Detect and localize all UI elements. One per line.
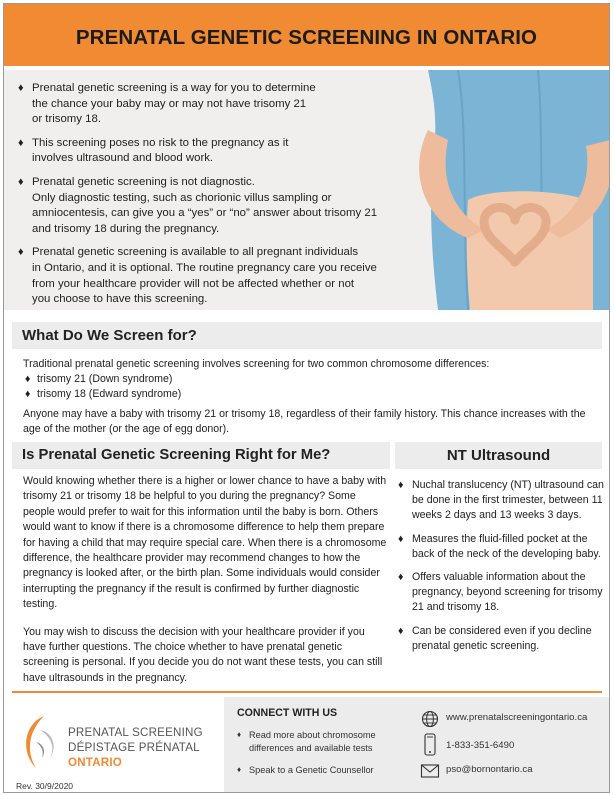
bullet-icon: ♦ xyxy=(18,246,24,259)
phone-icon xyxy=(420,733,442,757)
bullet-icon: ♦ xyxy=(398,624,404,637)
connect-heading: CONNECT WITH US xyxy=(237,707,338,719)
bullet-icon: ♦ xyxy=(398,479,404,491)
list-item: ♦ Can be considered even if you decline prenatal genetic screening. xyxy=(398,624,592,652)
condition-list xyxy=(23,372,603,402)
bullet-icon: ♦ xyxy=(25,388,31,400)
envelope-icon xyxy=(420,761,442,781)
list-item: ♦ This screening poses no risk to the pregnancy as it involves ultrasound and blood work. xyxy=(18,136,289,165)
screen-for-body xyxy=(23,357,603,437)
website-contact[interactable] xyxy=(420,709,606,729)
footer-divider xyxy=(12,691,602,693)
title-banner xyxy=(4,4,609,66)
list-item: ♦ trisomy 21 (Down syndrome) xyxy=(25,373,173,385)
connect-list xyxy=(237,729,407,787)
screen-for-heading: What Do We Screen for? xyxy=(22,327,197,344)
intro-bullet-list xyxy=(18,81,403,310)
email-address[interactable]: pso@bornontario.ca xyxy=(446,764,533,775)
right-for-me-paragraph: You may wish to discuss the decision with your healthcare provider if you have further questions. The choice whether to have prenatal genetic screening is personal. If you decide you do not want these tests, you can still have ultrasounds in the pregnancy. xyxy=(23,625,383,684)
phone-contact[interactable] xyxy=(420,733,606,757)
list-item: ♦ Read more about chromosome differences and available tests xyxy=(237,730,376,753)
nt-bullet-list xyxy=(398,478,604,662)
bullet-icon: ♦ xyxy=(18,175,24,188)
list-item: ♦ Prenatal genetic screening is a way for you to determine the chance your baby may or may not have trisomy 21 or trisomy 18. xyxy=(18,82,316,126)
logo-text-ontario: ONTARIO xyxy=(68,756,122,769)
pregnant-belly-heart-hands-photo xyxy=(388,70,609,310)
list-item: ♦ Speak to a Genetic Counsellor xyxy=(237,765,374,776)
bullet-icon: ♦ xyxy=(398,571,404,584)
connect-section xyxy=(224,697,609,793)
bullet-icon: ♦ xyxy=(398,532,404,545)
list-item: ♦ Nuchal translucency (NT) ultrasound can be done in the first trimester, between 11 weeks 2 days and 13 weeks 3 days. xyxy=(398,479,604,522)
flyer-page xyxy=(3,3,610,793)
list-item: ♦ Prenatal genetic screening is available to all pregnant individuals in Ontario, and it is optional. The routine pregnancy care you receive from your healthcare provider will not be affected whether or not you choose to have this screening. xyxy=(18,246,377,306)
logo-swirl-icon xyxy=(18,712,62,772)
page-title: PRENATAL GENETIC SCREENING IN ONTARIO xyxy=(75,26,538,49)
right-for-me-body xyxy=(23,474,389,698)
bullet-icon: ♦ xyxy=(25,373,31,385)
bullet-icon: ♦ xyxy=(237,730,242,739)
intro-section xyxy=(4,70,609,310)
phone-number[interactable]: 1-833-351-6490 xyxy=(446,740,515,751)
list-item: ♦ trisomy 18 (Edward syndrome) xyxy=(25,388,182,400)
email-contact[interactable] xyxy=(420,761,606,781)
screen-for-intro: Traditional prenatal genetic screening involves screening for two common chromosome differences: xyxy=(23,358,490,370)
nt-ultrasound-header xyxy=(395,442,602,469)
screen-for-closing: Anyone may have a baby with trisomy 21 or trisomy 18, regardless of their family history. This chance increases with the age of the mother (or the age of egg donor). xyxy=(23,408,586,435)
bullet-icon: ♦ xyxy=(237,765,242,775)
list-item: ♦ Offers valuable information about the pregnancy, beyond screening for trisomy 21 and trisomy 18. xyxy=(398,571,603,614)
logo-text-english: PRENATAL SCREENING xyxy=(68,726,203,739)
list-item: ♦ Prenatal genetic screening is not diagnostic. Only diagnostic testing, such as chorionic villus sampling or amniocentesis, can give you a “yes” or “no” answer about trisomy 21 and trisomy 18 during the pregnancy. xyxy=(18,175,378,235)
bullet-icon: ♦ xyxy=(18,136,24,149)
right-for-me-heading: Is Prenatal Genetic Screening Right for Me? xyxy=(22,447,331,463)
logo-text-french: DÉPISTAGE PRÉNATAL xyxy=(68,741,200,754)
list-item: ♦ Measures the fluid-filled pocket at the back of the neck of the developing baby. xyxy=(398,532,601,560)
website-link[interactable]: www.prenatalscreeningontario.ca xyxy=(446,712,588,723)
globe-icon xyxy=(420,709,442,729)
screen-for-header xyxy=(12,322,602,349)
bullet-icon: ♦ xyxy=(18,82,24,94)
revision-date: Rev. 30/9/2020 xyxy=(16,781,74,791)
right-for-me-header xyxy=(12,442,390,469)
right-for-me-paragraph: Would knowing whether there is a higher or lower chance to have a baby with trisomy 21 or trisomy 18 be helpful to you during the pregnancy? Some people would prefer to wait for this information until the baby is born. Others would want to know if there is a chromosome difference to help them prepare for having a child that may require special care. When there is a chromosome difference, the healthcare provider may recommend changes to how the pregnancy is looked after, or the birth plan. Some individuals would consider interrupting the pregnancy if the result is confirmed by further diagnostic testing. xyxy=(23,475,387,611)
nt-ultrasound-heading: NT Ultrasound xyxy=(446,447,551,464)
prenatal-screening-ontario-logo xyxy=(18,712,218,772)
